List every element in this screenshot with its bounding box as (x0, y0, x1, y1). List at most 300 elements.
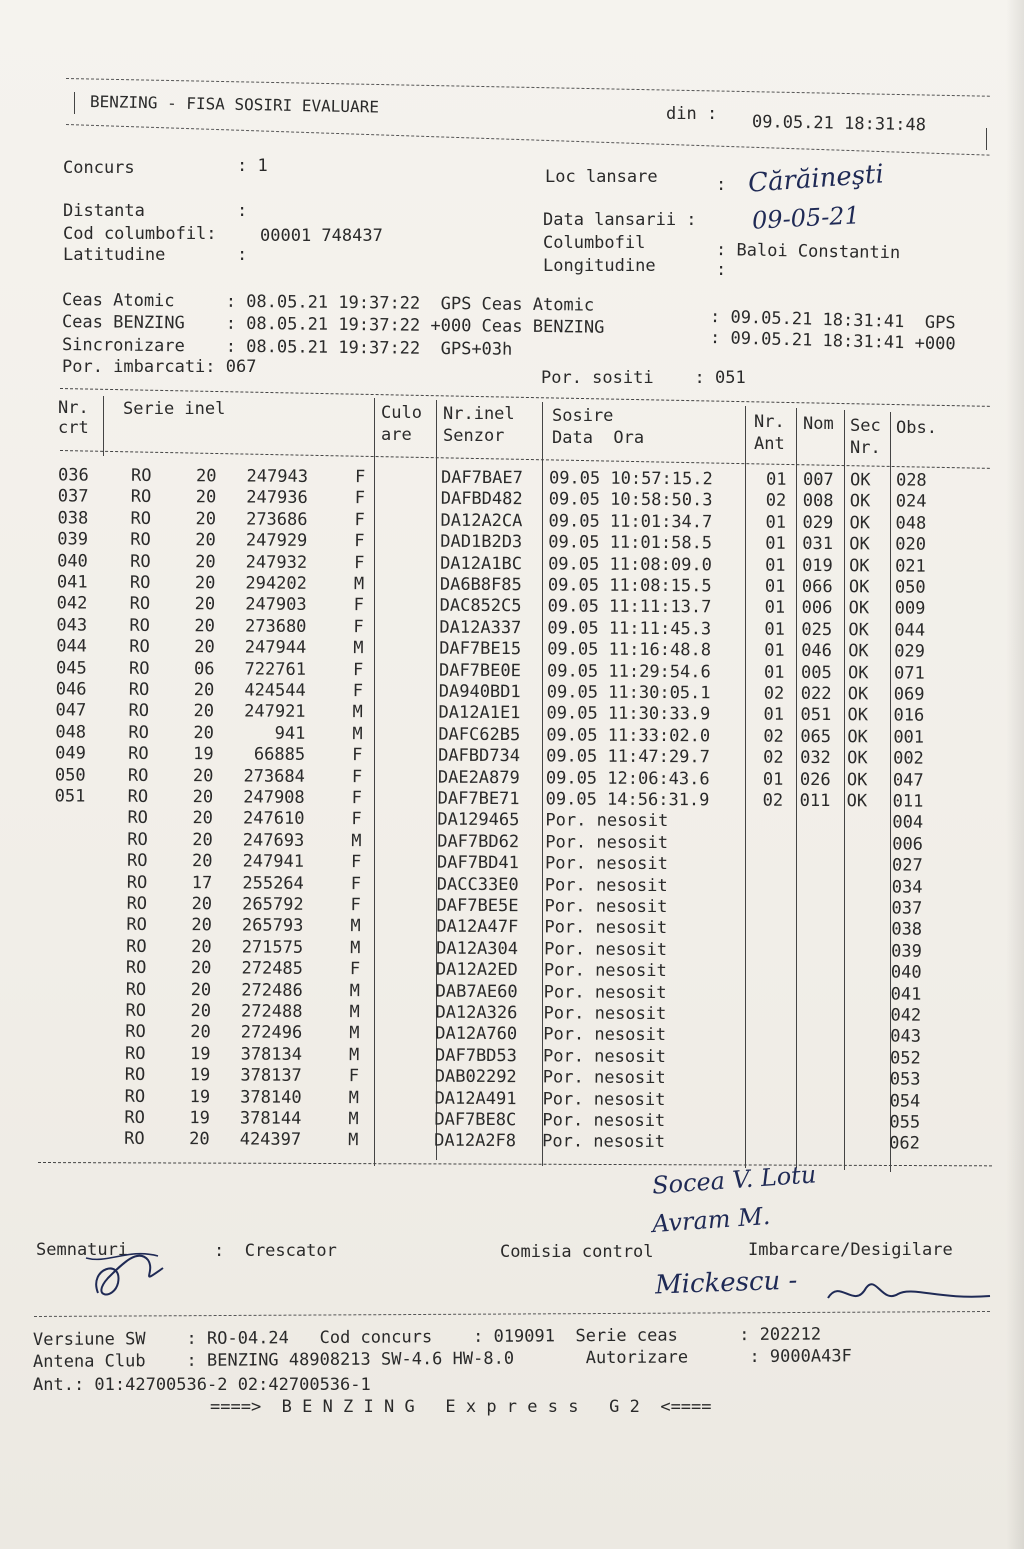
row-antenna: 02 (763, 683, 785, 704)
col-header-culoare-1: Culo (381, 403, 422, 423)
row-crt: 037 (57, 486, 89, 507)
row-nom: 019 (802, 555, 833, 576)
row-ring-number: 247932 (245, 552, 308, 573)
row-ring-number: 941 (274, 723, 306, 744)
row-country: RO (125, 1000, 147, 1021)
row-sosire: Por. nesosit (543, 960, 667, 982)
row-crt: 046 (55, 679, 87, 700)
row-country: RO (130, 508, 152, 529)
row-year: 20 (191, 936, 212, 958)
row-sosire: 09.05 12:06:43.6 (545, 767, 710, 789)
distanta-sep: : (237, 201, 248, 221)
row-year: 20 (195, 508, 217, 530)
row-senzor: DA12A47F (436, 917, 519, 938)
por-imbarcati: Por. imbarcati: 067 (62, 357, 257, 377)
col-divider-crt (103, 396, 104, 456)
row-sex: F (352, 659, 364, 680)
col-header-ant-1: Nr. (754, 412, 785, 432)
row-senzor: DAD1B2D3 (440, 531, 523, 553)
col-header-culoare-2: are (381, 425, 412, 445)
row-crt: 048 (55, 722, 87, 743)
row-ring-number: 247908 (243, 787, 305, 808)
row-obs: 021 (895, 556, 926, 577)
row-nom: 026 (799, 769, 831, 790)
row-year: 20 (194, 573, 216, 594)
row-antenna: 01 (765, 469, 787, 490)
row-obs: 055 (889, 1112, 921, 1133)
row-antenna: 02 (765, 491, 787, 512)
row-country: RO (124, 1107, 145, 1128)
row-year: 20 (194, 615, 215, 637)
row-country: RO (124, 1129, 145, 1150)
cod-columbofil-label: Cod columbofil: (63, 224, 217, 244)
row-nom: 066 (801, 576, 833, 598)
col-header-sec-1: Sec (850, 416, 881, 436)
semnaturi-label: Semnaturi (36, 1240, 129, 1260)
row-sex: F (351, 809, 362, 830)
row-sex: F (351, 766, 363, 787)
row-ring-number: 247943 (246, 466, 309, 487)
data-lansarii-label: Data lansarii : (543, 210, 697, 230)
row-sex: F (354, 531, 365, 552)
row-country: RO (129, 572, 151, 593)
row-sex: M (352, 723, 363, 745)
row-senzor: DA12A304 (436, 938, 519, 959)
row-ring-number: 273684 (243, 766, 305, 787)
row-antenna: 02 (763, 726, 784, 747)
row-crt: 039 (57, 529, 89, 550)
row-sex: F (354, 467, 366, 488)
row-sex: F (350, 895, 361, 916)
row-sosire: 09.05 11:11:45.3 (547, 618, 712, 640)
row-country: RO (127, 765, 149, 786)
longitudine-label: Longitudine (543, 256, 656, 276)
row-crt: 038 (57, 508, 89, 529)
row-senzor: DAF7BE71 (437, 788, 520, 810)
row-year: 20 (191, 894, 213, 915)
row-country: RO (126, 915, 147, 936)
row-nom: 032 (800, 748, 831, 769)
row-antenna: 01 (762, 769, 784, 790)
row-senzor: DAF7BD41 (436, 852, 519, 874)
loc-lansare-sep: : (716, 175, 727, 195)
row-country: RO (127, 786, 149, 807)
table-bottom-rule (38, 1162, 992, 1166)
row-sex: F (350, 873, 362, 894)
cod-columbofil-value: 00001 748437 (260, 226, 383, 246)
row-country: RO (124, 1064, 146, 1086)
row-sec: OK (847, 726, 868, 748)
header-left-bar (74, 92, 75, 114)
row-country: RO (128, 679, 150, 700)
col-header-sec-2: Nr. (850, 438, 881, 458)
row-senzor: DA12A491 (434, 1088, 517, 1109)
footer-brand-line: ====> B E N Z I N G E x p r e s s G 2 <==== (210, 1397, 712, 1417)
row-nom: 025 (801, 619, 833, 640)
row-ring-number: 272485 (241, 958, 303, 980)
row-ring-number: 247610 (242, 808, 305, 830)
loc-lansare-label: Loc lansare (545, 167, 658, 187)
row-sosire: Por. nesosit (542, 1110, 666, 1132)
row-sex: F (350, 852, 362, 873)
row-senzor: DA12A2CA (440, 510, 523, 531)
row-obs: 027 (891, 855, 923, 876)
row-sec: OK (848, 619, 869, 641)
row-senzor: DAF7BD53 (434, 1045, 517, 1066)
row-crt: 050 (54, 764, 86, 786)
row-sosire: 09.05 11:11:13.7 (547, 596, 712, 618)
row-sex: M (349, 980, 361, 1001)
row-sec: OK (849, 470, 871, 491)
row-sosire: 09.05 11:01:58.5 (548, 532, 713, 554)
breeder-signature-scribble (78, 1238, 168, 1308)
row-year: 20 (190, 1022, 211, 1043)
row-ring-number: 247944 (244, 637, 307, 659)
row-senzor: DAB7AE60 (435, 981, 518, 1002)
header-right-bar (986, 128, 987, 150)
row-obs: 029 (894, 641, 925, 662)
row-country: RO (127, 829, 148, 850)
row-obs: 069 (893, 684, 925, 705)
row-year: 19 (189, 1065, 211, 1086)
row-obs: 047 (892, 770, 924, 791)
row-sec: OK (846, 769, 868, 790)
clock-line-benzing: Ceas BENZING : 08.05.21 19:37:22 +000 Ceas BENZING (61, 312, 605, 338)
row-sex: M (348, 1130, 359, 1151)
row-ring-number: 273680 (244, 616, 307, 637)
distanta-label: Distanta (63, 201, 145, 221)
row-ring-number: 378137 (240, 1065, 302, 1087)
page-title: BENZING - FISA SOSIRI EVALUARE (89, 92, 380, 117)
row-nom: 011 (799, 790, 831, 812)
columbofil-label: Columbofil (543, 233, 646, 253)
row-year: 20 (189, 1129, 210, 1150)
date-label: din : (666, 104, 718, 124)
row-antenna: 01 (764, 598, 786, 619)
row-sosire: 09.05 14:56:31.9 (545, 789, 710, 811)
row-country: RO (126, 872, 148, 893)
row-crt: 049 (55, 743, 86, 764)
row-year: 17 (191, 872, 213, 893)
imbarcare-label: Imbarcare/Desigilare (748, 1240, 953, 1260)
clock-line-atomic: Ceas Atomic : 08.05.21 19:37:22 GPS Ceas Atomic (61, 290, 595, 316)
row-year: 20 (190, 979, 212, 1000)
row-sec: OK (848, 577, 870, 598)
row-antenna: 01 (765, 512, 787, 533)
row-ring-number: 378144 (239, 1108, 302, 1129)
row-antenna: 01 (765, 555, 786, 576)
row-ring-number: 247921 (244, 701, 306, 723)
row-country: RO (130, 465, 152, 486)
row-ring-number: 247693 (242, 830, 305, 851)
row-country: RO (126, 850, 148, 872)
crescator-label: : Crescator (214, 1241, 337, 1261)
row-ring-number: 247903 (245, 594, 307, 616)
row-year: 20 (195, 487, 217, 508)
clock-right-benzing: : 09.05.21 18:31:41 +000 (709, 328, 956, 355)
row-sex: M (351, 830, 362, 852)
row-senzor: DA12A2ED (435, 959, 518, 981)
row-senzor: DAFBD734 (438, 745, 521, 767)
row-year: 19 (193, 744, 214, 765)
table-row (0, 1128, 1024, 1155)
row-sex: M (353, 574, 365, 595)
col-header-ant-2: Ant (754, 434, 785, 454)
row-obs: 054 (889, 1091, 921, 1112)
row-year: 20 (194, 594, 216, 615)
row-year: 20 (190, 1001, 212, 1022)
col-header-obs: Obs. (896, 418, 937, 438)
row-nom: 007 (802, 469, 834, 491)
col-header-serie: Serie inel (123, 399, 226, 419)
row-antenna: 01 (764, 576, 786, 597)
row-sec: OK (848, 598, 870, 619)
row-year: 19 (189, 1086, 211, 1107)
row-sex: F (354, 509, 365, 531)
row-obs: 050 (894, 577, 926, 598)
row-sex: M (349, 1002, 360, 1023)
row-antenna: 01 (763, 662, 785, 683)
row-senzor: DACC33E0 (436, 874, 519, 895)
col-header-nr: Nr. (58, 398, 89, 418)
row-crt: 042 (56, 593, 88, 614)
row-obs: 016 (893, 705, 925, 727)
row-ring-number: 722761 (244, 659, 307, 680)
row-sex: M (350, 916, 361, 937)
row-sosire: Por. nesosit (544, 874, 668, 896)
row-obs: 034 (891, 877, 923, 898)
row-year: 20 (191, 915, 212, 936)
clock-line-sync: Sincronizare : 08.05.21 19:37:22 GPS+03h (61, 335, 513, 360)
row-sosire: Por. nesosit (544, 853, 668, 875)
row-senzor: DA12A2F8 (434, 1131, 517, 1152)
row-senzor: DA12A1BC (440, 553, 523, 574)
row-crt: 051 (54, 786, 86, 807)
row-sex: F (352, 745, 363, 766)
row-ring-number: 424397 (239, 1129, 302, 1151)
row-obs: 071 (893, 663, 925, 684)
row-senzor: DAF7BAE7 (440, 467, 523, 489)
row-obs: 024 (895, 491, 927, 513)
row-country: RO (130, 551, 151, 572)
row-antenna: 01 (763, 705, 785, 726)
committee-signature-scribble (820, 1274, 1000, 1314)
comisia-label: Comisia control (500, 1242, 654, 1262)
row-country: RO (128, 722, 149, 743)
clock-right-atomic: : 09.05.21 18:31:41 GPS (709, 307, 956, 334)
row-obs: 040 (890, 962, 922, 983)
row-country: RO (125, 1022, 146, 1043)
row-year: 20 (190, 958, 212, 979)
row-crt: 043 (56, 615, 88, 636)
row-country: RO (130, 487, 152, 508)
row-antenna: 01 (765, 533, 786, 554)
row-antenna: 01 (764, 640, 785, 661)
row-senzor: DAFBD482 (440, 489, 523, 510)
row-obs: 041 (890, 984, 922, 1005)
col-header-sosire: Sosire (552, 406, 614, 426)
col-header-senzor: Senzor (443, 426, 505, 446)
por-sositi: Por. sositi : 051 (541, 368, 746, 388)
footer-version-line: Versiune SW : RO-04.24 Cod concurs : 019091 Serie ceas : 202212 (32, 1324, 822, 1350)
row-obs: 011 (892, 791, 924, 812)
row-obs: 006 (892, 834, 924, 855)
row-sex: F (354, 488, 366, 509)
loc-lansare-handwritten: Cărăineşti (747, 159, 885, 199)
row-year: 20 (192, 808, 214, 829)
handwritten-signature-2: Avram M. (651, 1201, 772, 1239)
row-obs: 042 (890, 1005, 922, 1026)
row-year: 19 (189, 1108, 210, 1129)
row-country: RO (125, 979, 147, 1000)
row-sex: M (348, 1044, 360, 1065)
row-obs: 038 (891, 919, 923, 941)
row-sosire: 09.05 10:58:50.3 (548, 489, 713, 511)
row-senzor: DAF7BE15 (439, 638, 522, 660)
row-ring-number: 247929 (245, 530, 308, 552)
footer-ant-line: Ant.: 01:42700536-2 02:42700536-1 (33, 1375, 371, 1395)
row-nom: 006 (801, 598, 833, 619)
row-sec: OK (846, 791, 868, 812)
row-country: RO (127, 808, 149, 829)
latitudine-label: Latitudine (63, 245, 166, 265)
row-obs: 062 (889, 1133, 920, 1155)
row-country: RO (124, 1086, 146, 1107)
row-sosire: 09.05 11:30:05.1 (546, 682, 711, 704)
row-sex: F (354, 552, 365, 573)
row-ring-number: 265793 (241, 915, 304, 937)
row-crt: 041 (56, 572, 88, 593)
row-senzor: DA940BD1 (438, 681, 521, 703)
row-sosire: 09.05 11:16:48.8 (547, 639, 712, 661)
row-obs: 052 (889, 1048, 921, 1069)
row-obs: 020 (895, 534, 927, 555)
row-senzor: DAE2A879 (437, 767, 520, 788)
row-obs: 028 (895, 470, 927, 491)
row-country: RO (128, 743, 149, 765)
row-sec: OK (847, 684, 869, 705)
row-obs: 039 (891, 941, 922, 962)
row-year: 20 (191, 851, 213, 872)
row-year: 20 (195, 530, 216, 551)
row-sec: OK (848, 641, 869, 662)
col-header-nrinel: Nr.inel (443, 404, 515, 424)
row-sosire: 09.05 11:47:29.7 (546, 746, 710, 768)
row-antenna: 01 (764, 619, 785, 640)
row-antenna: 02 (763, 747, 784, 768)
row-sosire: Por. nesosit (542, 1046, 666, 1067)
row-year: 20 (194, 637, 215, 658)
row-ring-number: 273686 (246, 509, 308, 530)
row-sec: OK (847, 748, 868, 769)
row-ring-number: 424544 (244, 680, 306, 701)
row-ring-number: 272488 (241, 1001, 303, 1022)
row-sosire: 09.05 10:57:15.2 (548, 468, 713, 490)
row-obs: 002 (893, 748, 924, 769)
data-lansarii-handwritten: 09-05-21 (751, 201, 861, 235)
row-senzor: DAF7BE5E (436, 895, 519, 917)
row-nom: 022 (800, 683, 832, 705)
row-ring-number: 294202 (245, 573, 307, 594)
print-datetime: 09.05.21 18:31:48 (751, 112, 927, 136)
row-country: RO (130, 529, 151, 551)
row-obs: 043 (890, 1026, 922, 1048)
columbofil-value: : Baloi Constantin (715, 240, 901, 264)
row-sosire: 09.05 11:33:02.0 (546, 725, 711, 747)
row-sec: OK (847, 705, 869, 726)
row-sex: M (348, 1109, 359, 1130)
row-year: 20 (195, 551, 216, 572)
row-country: RO (126, 936, 147, 957)
row-sosire: 09.05 11:01:34.7 (548, 511, 713, 533)
row-nom: 008 (802, 491, 834, 512)
row-sex: F (353, 616, 364, 638)
row-sosire: 09.05 11:08:09.0 (548, 553, 712, 575)
row-crt: 036 (57, 465, 89, 486)
row-sosire: 09.05 11:08:15.5 (547, 575, 712, 597)
row-country: RO (126, 893, 148, 914)
row-ring-number: 247941 (242, 851, 305, 873)
row-obs: 053 (889, 1069, 921, 1090)
row-sex: F (352, 681, 364, 702)
row-sex: M (349, 1023, 360, 1044)
row-sosire: Por. nesosit (543, 1003, 667, 1025)
row-year: 20 (192, 765, 214, 786)
row-senzor: DA129465 (437, 810, 520, 831)
concurs-value: : 1 (237, 156, 268, 176)
row-nom: 046 (801, 641, 833, 662)
row-sex: M (350, 937, 361, 958)
row-sec: OK (849, 512, 871, 534)
row-sosire: Por. nesosit (542, 1088, 666, 1110)
row-ring-number: 378134 (240, 1044, 303, 1065)
row-senzor: DA12A760 (435, 1024, 518, 1045)
row-sex: M (348, 1087, 359, 1108)
row-ring-number: 272496 (240, 1022, 303, 1044)
footer-antena-line: Antena Club : BENZING 48908213 SW-4.6 HW-8.0 Autorizare : 9000A43F (32, 1346, 852, 1372)
row-sosire: Por. nesosit (544, 896, 668, 918)
row-year: 19 (189, 1043, 211, 1065)
row-sec: OK (849, 491, 871, 512)
row-sosire: 09.05 11:30:33.9 (546, 703, 711, 725)
col-header-data-ora: Data Ora (552, 428, 645, 448)
row-sosire: Por. nesosit (545, 832, 669, 853)
row-senzor: DA12A1E1 (438, 703, 521, 724)
row-ring-number: 66885 (253, 744, 306, 766)
col-header-nom: Nom (803, 414, 834, 434)
latitudine-sep: : (237, 245, 248, 265)
row-obs: 044 (894, 620, 926, 641)
col-header-crt: crt (58, 418, 89, 438)
row-nom: 005 (800, 662, 832, 683)
row-sex: M (352, 702, 363, 723)
row-sosire: Por. nesosit (544, 917, 668, 939)
row-year: 20 (193, 701, 215, 722)
row-senzor: DA6B8F85 (439, 574, 522, 596)
row-sosire: Por. nesosit (542, 1131, 666, 1153)
row-ring-number: 247936 (246, 487, 308, 509)
row-country: RO (129, 636, 150, 658)
row-senzor: DA12A326 (435, 1002, 518, 1024)
row-obs: 001 (893, 727, 925, 748)
row-antenna: 02 (762, 790, 784, 811)
row-sosire: 09.05 11:29:54.6 (546, 660, 711, 682)
row-sex: F (353, 595, 364, 616)
row-crt: 047 (55, 700, 87, 721)
row-senzor: DA12A337 (439, 617, 522, 638)
row-sex: F (348, 1066, 360, 1087)
handwritten-signature-1: Socea V. Lotu (651, 1160, 818, 1200)
